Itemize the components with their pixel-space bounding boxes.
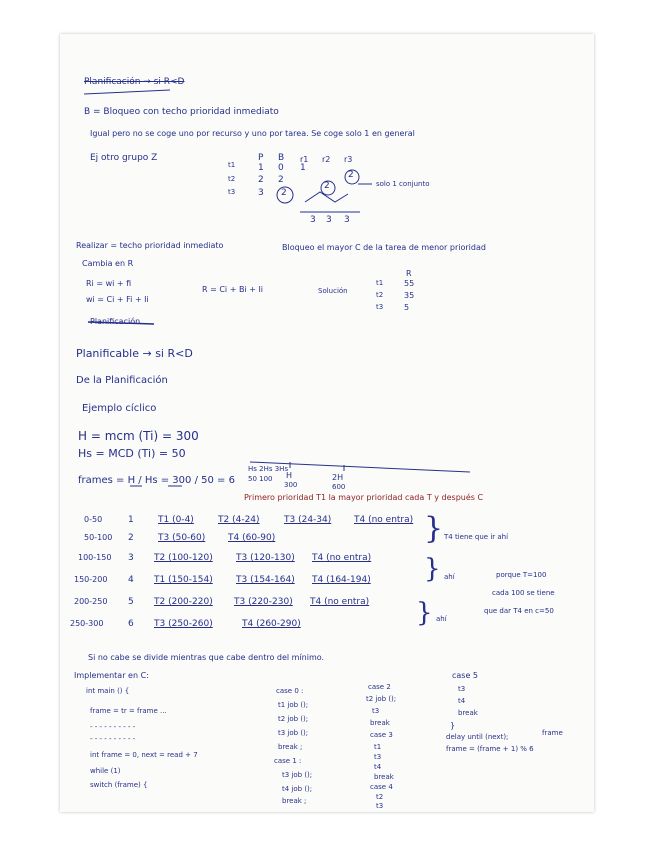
tl-sub: 50 100: [248, 475, 273, 483]
code-line: t3 job ();: [278, 729, 309, 737]
frame-1: 1: [128, 515, 134, 525]
red-note: Primero prioridad T1 la mayor prioridad cada T y después C: [244, 493, 484, 502]
line-group: Ej otro grupo Z: [90, 153, 158, 163]
line-equal: Igual pero no se coge uno por recurso y uno por tarea. Se coge solo 1 en general: [90, 129, 415, 138]
code-line: t1: [374, 743, 382, 751]
circled-2b: 2: [348, 170, 354, 180]
frame-3: 3: [128, 553, 134, 563]
item-5-2: T3 (220-230): [234, 597, 293, 607]
heading: Planificación → si R<D: [84, 77, 185, 87]
code-line: t4 job ();: [282, 785, 313, 793]
item-6-2: T4 (260-290): [242, 619, 301, 629]
ejemplo: Ejemplo cíclico: [82, 403, 157, 414]
item-4-1: T1 (150-154): [154, 575, 213, 585]
item-3-2: T3 (120-130): [236, 553, 295, 563]
row-t3: t3: [228, 188, 236, 196]
pen-marks: [60, 34, 594, 812]
line-blocked: B = Bloqueo con techo prioridad inmediato: [84, 107, 279, 117]
circled-2a: 2: [324, 181, 330, 191]
brace-3: }: [416, 598, 433, 628]
item-5-1: T2 (200-220): [154, 597, 213, 607]
de-la: De la Planificación: [76, 375, 168, 386]
brace-note-2: ahí: [444, 573, 455, 581]
struck-word: Planificación: [90, 317, 141, 326]
item-4-3: T4 (164-194): [312, 575, 371, 585]
right-note-1: porque T=100: [496, 571, 547, 579]
col-r3: r3: [344, 155, 353, 164]
code-line: while (1): [90, 767, 121, 775]
paper-sheet: [60, 34, 594, 812]
range-4: 150-200: [74, 575, 108, 584]
code-line: t3 job ();: [282, 771, 313, 779]
item-3-1: T2 (100-120): [154, 553, 213, 563]
hyper-label: H = mcm (Ti) = 300: [78, 429, 199, 443]
brace-2: }: [424, 554, 441, 584]
code-line: t3: [458, 685, 466, 693]
col-r1: r1: [300, 155, 309, 164]
code-line: frame = (frame + 1) % 6: [446, 745, 534, 753]
code-line: int main () {: [86, 687, 130, 695]
code-line: t2: [376, 793, 384, 801]
hs-label: Hs = MCD (Ti) = 50: [78, 447, 186, 460]
code-line: case 4: [370, 783, 393, 791]
code-line: delay until (next);: [446, 733, 509, 741]
item-1-2: T2 (4-24): [218, 515, 260, 525]
brace-note-3: ahí: [436, 615, 447, 623]
code-line: t3: [372, 707, 380, 715]
code-line: t2 job ();: [366, 695, 397, 703]
cambia: Cambia en R: [82, 259, 134, 268]
code-line: case 2: [368, 683, 391, 691]
frame-note: frame: [542, 729, 563, 737]
tl-mid: H: [286, 471, 293, 480]
brace-1: }: [424, 511, 444, 546]
rt-v3: 5: [404, 303, 410, 312]
item-5-3: T4 (no entra): [310, 597, 370, 607]
t1-b: 0: [278, 163, 284, 173]
range-6: 250-300: [70, 619, 104, 628]
code-line: t2 job ();: [278, 715, 309, 723]
bloqueo-note: Bloqueo el mayor C de la tarea de menor prioridad: [282, 243, 486, 252]
tl-left: Hs 2Hs 3Hs: [248, 465, 289, 473]
item-1-1: T1 (0-4): [158, 515, 194, 525]
code-line: }: [450, 721, 456, 730]
code-line: break: [458, 709, 478, 717]
code-line: t4: [374, 763, 382, 771]
t3-b: 2: [281, 188, 287, 198]
code-line: break ;: [278, 743, 303, 751]
code-line: switch (frame) {: [90, 781, 148, 789]
col-p: P: [258, 153, 264, 163]
code-line: break: [374, 773, 394, 781]
code-line: int frame = 0, next = read + 7: [90, 751, 198, 759]
side-note: solo 1 conjunto: [376, 180, 430, 188]
code-line: t3: [376, 802, 384, 810]
row-t1: t1: [228, 161, 236, 169]
code-line: break: [370, 719, 390, 727]
item-4-2: T3 (154-164): [236, 575, 295, 585]
range-1: 0-50: [84, 515, 103, 524]
rt-v1: 55: [404, 279, 415, 288]
code-line: case 1 :: [274, 757, 302, 765]
planificable: Planificable → si R<D: [76, 347, 193, 360]
tl-right-sub: 600: [332, 483, 346, 491]
rt-t3: t3: [376, 303, 384, 311]
frame-5: 5: [128, 597, 134, 607]
code-line: t4: [458, 697, 466, 705]
rt-t1: t1: [376, 279, 384, 287]
code-line: t3: [374, 753, 382, 761]
rt-v2: 35: [404, 291, 415, 300]
formula-r: Ri = wi + fi: [86, 279, 132, 288]
code-line: case 5: [452, 671, 479, 680]
code-line: break ;: [282, 797, 307, 805]
code-line: frame = tr = frame ...: [90, 707, 167, 715]
bottom-1: 3: [310, 215, 316, 225]
brace-note-1: T4 tiene que ir ahí: [444, 533, 509, 541]
right-note-3: que dar T4 en c=50: [484, 607, 554, 615]
code-line: case 3: [370, 731, 393, 739]
code-line: - - - - - - - - - -: [90, 723, 136, 731]
t2-b: 2: [278, 175, 284, 185]
formula-rb: R = Ci + Bi + Ii: [202, 285, 264, 294]
frame-4: 4: [128, 575, 134, 585]
code-line: - - - - - - - - - -: [90, 735, 136, 743]
t2-p: 2: [258, 175, 264, 185]
t1-p: 1: [258, 163, 264, 173]
col-r2: r2: [322, 155, 331, 164]
tl-right: 2H: [332, 473, 344, 482]
realizar: Realizar = techo prioridad inmediato: [76, 241, 224, 250]
bottom-3: 3: [344, 215, 350, 225]
frame-6: 6: [128, 619, 134, 629]
item-2-1: T3 (50-60): [158, 533, 206, 543]
rt-t2: t2: [376, 291, 384, 299]
t3-p: 3: [258, 188, 264, 198]
frame-2: 2: [128, 533, 134, 543]
item-3-3: T4 (no entra): [312, 553, 372, 563]
item-6-1: T3 (250-260): [154, 619, 213, 629]
frames: frames = H / Hs = 300 / 50 = 6: [78, 475, 235, 486]
range-2: 50-100: [84, 533, 113, 542]
code-line: t1 job ();: [278, 701, 309, 709]
range-3: 100-150: [78, 553, 112, 562]
bottom-note: Si no cabe se divide mientras que cabe dentro del mínimo.: [88, 653, 325, 662]
col-b: B: [278, 153, 285, 163]
row-t2: t2: [228, 175, 236, 183]
solucion-label: Solución: [318, 287, 348, 295]
tl-mid-sub: 300: [284, 481, 298, 489]
item-1-4: T4 (no entra): [354, 515, 414, 525]
t1-r1: 1: [300, 163, 306, 173]
item-2-2: T4 (60-90): [228, 533, 276, 543]
right-note-2: cada 100 se tiene: [492, 589, 555, 597]
item-1-3: T3 (24-34): [284, 515, 332, 525]
formula-w: wi = Ci + Fi + Ii: [86, 295, 149, 304]
range-5: 200-250: [74, 597, 108, 606]
code-line: case 0 :: [276, 687, 304, 695]
rt-header: R: [406, 269, 412, 278]
bottom-2: 3: [326, 215, 332, 225]
implement: Implementar en C:: [74, 671, 149, 680]
